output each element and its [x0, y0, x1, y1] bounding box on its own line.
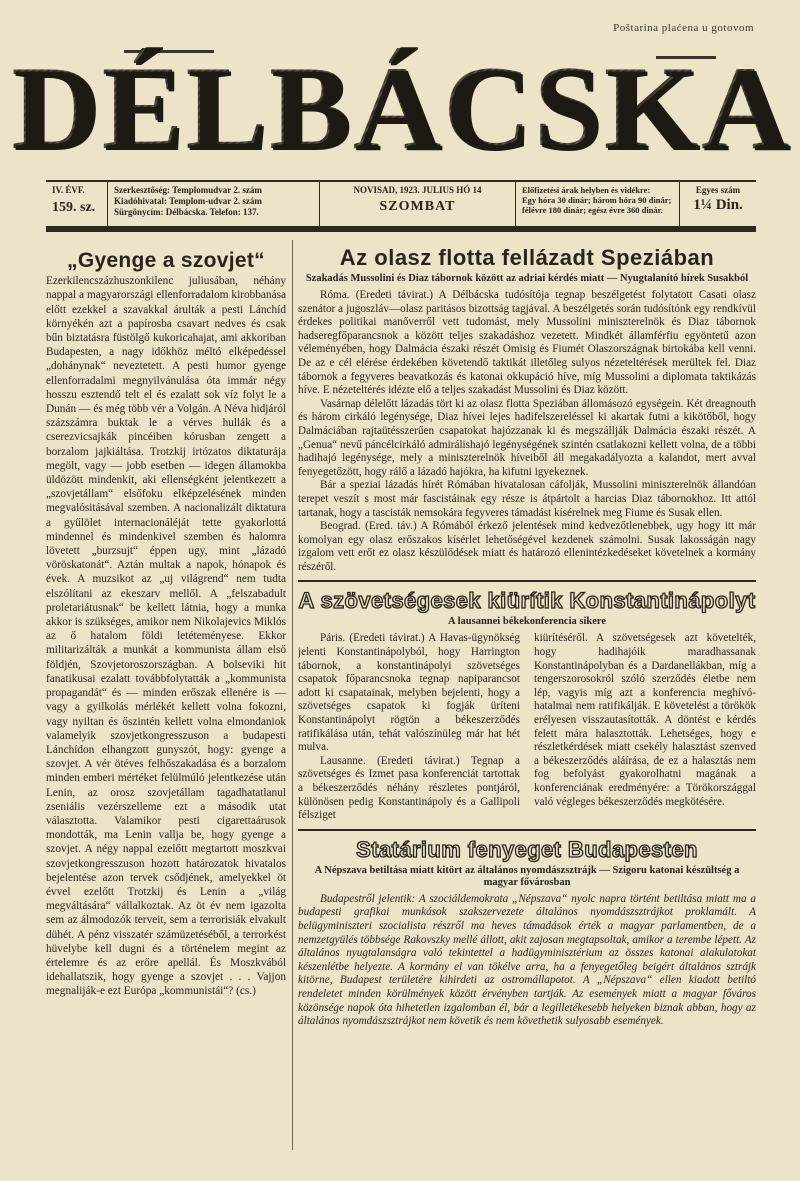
article2-paragraph: Lausanne. (Eredeti távirat.) Tegnap a szövetséges és Izmet pasa konferenciát tartottak a békeszerződés néhány részletes pontjáról, különösen pedig Konstantinápoly és a Gallipoli félsziget [298, 754, 520, 822]
column-divider [292, 240, 293, 1150]
volume-label: IV. ÉVF. [52, 185, 85, 195]
article1-paragraph: Bár a speziai lázadás hírét Rómában hivatalosan cáfolják, Mussolini miniszterelnök állandóan terepet veszít s most már fascistáinak egy része is átpártolt a harcias Diaz tábornokhoz. Itt attól tartanak, hogy a tascisták nemsokára fegyveres támadást kísérelnek meg Fiume és Susak ellen. [298, 479, 756, 519]
article3-headline: Statárium fenyeget Budapesten [356, 836, 698, 862]
article1-subhead: Szakadás Mussolini és Diaz tábornok között az adriai kérdés miatt — Nyugtalanító hírek Susakból [305, 273, 749, 284]
issue-box [46, 182, 108, 226]
article3-paragraph: Budapestről jelentik: A szociáldemokrata „Népszava“ nyolc napra történt betiltása miatt ma a budapesti grafikai munkások szakszervezete általános nyomdászsztrájkot proklamált. A belügyminiszteri szocialista részről ma heves támadások érték a magyar parlamentben, de a nemzetgyülés többsége Rakovszky mellé állott, akit zajosan megtapsoltak, amikor a terembe lépett. Az általános nyugtalanságra való tekintettel a hadügyminisztérium az összes katonai alakulatokat készenlétbe helyezte. A kormány el van tökélve arra, ha a fenyegetőleg beigért általános sztrájk kitörne, Budapest területére kihirdeti az ostromállapotot. A „Népszava“ ellen kiadott betiltó rendeletet minden körülmények között érvényben tartják. Az események miatt a magyar főváros közönsége napok óta hihetetlen izgalomban él, bár a legilletékesebb helyeken biznak abban, hogy az általános nyomdászsztrájkot nem követik és nem követhetik sulyosabb események. [298, 892, 756, 1028]
article1-paragraph: Róma. (Eredeti távirat.) A Délbácska tudósítója tegnap beszélgetést folytatott Casati olasz szenátor a jugoszláv—olasz paritásos bizottság tagjával. A beszélgetés során tudósítónk egy rendkívül érdekes politikai manőverről vett tudomást, mely Mussolini miniszterelnök és Diaz tábornok hadseregfőparancsnok a között teljes szakadáshoz vezetett. Mindkét államférfiu egyöntetű azon véleményében, hogy Dalmácia északi részét Omisig és Fiumét Olaszországnak birtokába kell venni. De az e cél elérése érdekében követendő taktikát illetőleg sulyos nézeteltérések merültek fel. Diaz tábornok a fegyveres beavatkozás és katonai okkupáció híve, míg Mussolini a diplomata taktikázás híve. E nézeteltérés idézte elő a teljes szakadást Mussolini és Diaz között. [298, 289, 756, 397]
article3-subhead: A Népszava betiltása miatt kitört az általános nyomdászsztrájk — Szigoru katonai készültség a magyar fővárosban [314, 864, 740, 888]
article1-paragraph: Beograd. (Ered. táv.) A Rómából érkező jelentések mind kedvezőtlenebbek, ugy hogy itt már komolyan egy olasz erőszakos kísérlet lehetőségével kezdenek számolni. Susak lakosságán nagy izgalom vett erőt ez olasz készülődések miatt és határozó ellenintézkedéseket követelnek a kormány részéről. [298, 520, 756, 573]
price-box [680, 182, 756, 226]
article3-body [298, 893, 756, 1029]
postage-note: Poštarina plaćena u gotovom [613, 22, 754, 34]
price-label: Egyes szám [695, 185, 741, 195]
subscription-box [516, 182, 680, 226]
date-line: NOVISAD, 1923. JULIUS HÓ 14 [353, 185, 482, 195]
address-line: Kiadóhivatal: Templom-udvar 2. szám [114, 196, 262, 206]
left-article-body: Ezerkilencszázhuszonkilenc juliusában, néhány nappal a magyarországi ellenforradalom kirobbanása előtt ezekkel a szavakkal árulták a pesti Lánchíd környékén azt a papírosba csavart nedves és csak bűn biztatásra füstölgő kukoricahajat, ami akkoriban Budapesten, a nagy időkhöz méltó elképedéssel „dohánynak“ neveztetett. A pesti humor gyenge ellenforradalmi megnyilvánulása óta immár négy hosszu esztendő telt el és ezalatt sok víz folyt le a Dunán — és még több vér a Volgán. A Néva hidjáról százszámra buktak le a vérves hullák és a cserezvicsajkák pincéiben kórusban zengett a borzalom jajkiáltása. Trotzkij irtózatos diktaturája megölt, vagy — jobb esetben — idegen államokba üldözött mindenkit, aki ellenségként jelentkezett a „szovjetállam“ elsőfoku elképzelésének minden megvalósitásával szemben. A nacionalizált diktatura a gyűlölet internacionáléját tette gyakorlottá mindennel és mindenkivel szemben és halomra lövetett „burzsujt“ éppen ugy, mint „lázadó vöröskatonát“. Aztán multak a napok, hónapok és évek. A muzsikot az „uj világrend“ nem tudta elszólítani az ekeszarv mellől. A „felszabadult proletariátusnak“ be kellett látnia, hogy a munka akkor is szükséges, amikor nem Nikolajevics Miklós az ő hatalom földi letéteményese. Ekkor militarizálták a munkát a kommunista állam első földjén, Szovjetoroszországban. A bolseviki hit fanatikusai ezalatt továbbfolytatták a „kommunista propagandát“ és — minden erőszak ellenére is — vagy a gyilkolás mérlékét kellett volna fokozni, vagy nyiltan és őszintén kellett volna elmondaniok valamelyik szovjetkongresszuson a budapesti Lánchídon elhangzott gunyszót, hogy: gyenge a szovjet. A vér ötéves felhőszakadása és a borzalom minden emberi mértéket felülmúló jelentkezése után Lenin, az orosz szovjetállam tagadhatatlanul zseniális vezérszelleme ezt a második utat választotta. Valamikor pesti cigarettaárusok mondották, ma Lenin vallja be, hogy gyenge a szovjet. A négy nappal ezelőtt megtartott moszkvai szovjetkongresszuson hozott határozatok hivatalos bejelentése azon tervek csődjének, amelyekkel öt évvel ezelőtt Trotzkij és Lenin a „világ megváltására“ vállalkoztak. Az öt év nem igazolta sem az álmodozók terveit, sem a terrorisiák elvakult dühét. A pénz visszatér számüzetéséből, a terrorkést hüvelybe kell dugni és a történelem megint az értelemre és az erőre apellál. És Moszkvából idehallatszik, hogy gyenge a szovjet . . . Vajjon megnaliják-e ezt Európa „kommunistái“? (cs.) [46, 275, 286, 998]
article2-headline: A szövetségesek kiürítik Konstantinápolyt [298, 588, 756, 614]
issue-number: 159. sz. [52, 200, 96, 215]
subscription-line: Egy hóra 30 dinár; három hóra 90 dinár; [522, 195, 672, 205]
address-line: Sürgönycím: Délbácska. Telefon: 137. [114, 207, 259, 217]
masthead [10, 41, 792, 174]
right-column [298, 245, 756, 1150]
article-olasz-flotta [298, 245, 756, 574]
article-statarium [298, 837, 756, 1029]
left-article-headline: „Gyenge a szovjet“ [67, 250, 265, 272]
newspaper-title: DÉLBÁCSKA [10, 41, 792, 174]
date-box [320, 182, 516, 226]
article2-right-column [534, 632, 756, 822]
article1-paragraph: Vasárnap délelőtt lázadás tört ki az olasz flotta Speziában állomásozó egységein. Két dreagnouth és három cirkáló legénysége, Diaz hívei lejes hadifelszereléssel ki akartak futni a kikötőből, hogy Dalmáciában rajtaütésszerűen csapatokat hajózzanak ki és megszállják Dalmácia északi részét. A „Genua“ nevű páncélcirkáló admirálishajó legénységének szintén csatlakozni kellett volna, de a többi hadihajó legénysége, mely a miniszterelnök híveiből áll megakadályozta a kalandot, mert avval fenyegetőzött, hogy rálő a lázadó hajókra, ha kifutni igyekeznek. [298, 397, 756, 478]
article2-paragraph: kiürítéséről. A szövetségesek azt követelték, hogy hadihajóik maradhassanak Konstantinápolyban és a Dardanellákban, míg a tengerszorosokról szóló szerződés életbe nem lép, vagyis míg azt a konferencia meghívó-hatalmai nem ratifikálják. E követelést a törökök erélyesen visszautasították. A döntést e kérdés felett mára halasztották. Lehetséges, hogy e részletkérdések miatt csekély halasztást szenved a békeszerződés aláírása, de ez a halasztás nem fog befolyást gyakorolhatni magának a konferenciának eredményére: a Törökországgal való végleges békeszerződés megkötésére. [534, 632, 756, 808]
section-rule [298, 580, 756, 582]
subscription-line: Előfizetési árak helyben és vidékre: [522, 185, 651, 195]
article1-body [298, 289, 756, 574]
address-box [108, 182, 320, 226]
article2-left-column [298, 632, 520, 822]
article2-paragraph: Páris. (Eredeti távirat.) A Havas-ügynökség jelenti Konstantinápolyból, hogy Harrington tábornok, a konstantinápolyi szövetséges csapatok főparancsnoka tegnap napiparancsot adott ki csapatainak, melyben bejelenti, hogy a szövetséges csapatok ki fogják üríteni Konstantinápolyt rögtön a békeszerződés ratifikálása után, tehát valószínüleg már hat hét mulva. [298, 632, 520, 754]
subscription-line: félévre 180 dinár; egész évre 360 dinár. [522, 205, 663, 215]
article-konstantinapoly [298, 588, 756, 822]
article2-body [298, 632, 756, 822]
info-bar [46, 180, 756, 228]
header-rule [46, 228, 756, 232]
address-line: Szerkesztőség: Templomudvar 2. szám [114, 185, 262, 195]
weekday: SZOMBAT [379, 199, 456, 214]
article1-headline: Az olasz flotta fellázadt Speziában [339, 245, 715, 270]
price-value: 1¼ Din. [693, 197, 743, 213]
section-rule [298, 829, 756, 831]
article2-subhead: A lausannei békekonferencia sikere [448, 616, 606, 628]
left-column [46, 250, 286, 1150]
